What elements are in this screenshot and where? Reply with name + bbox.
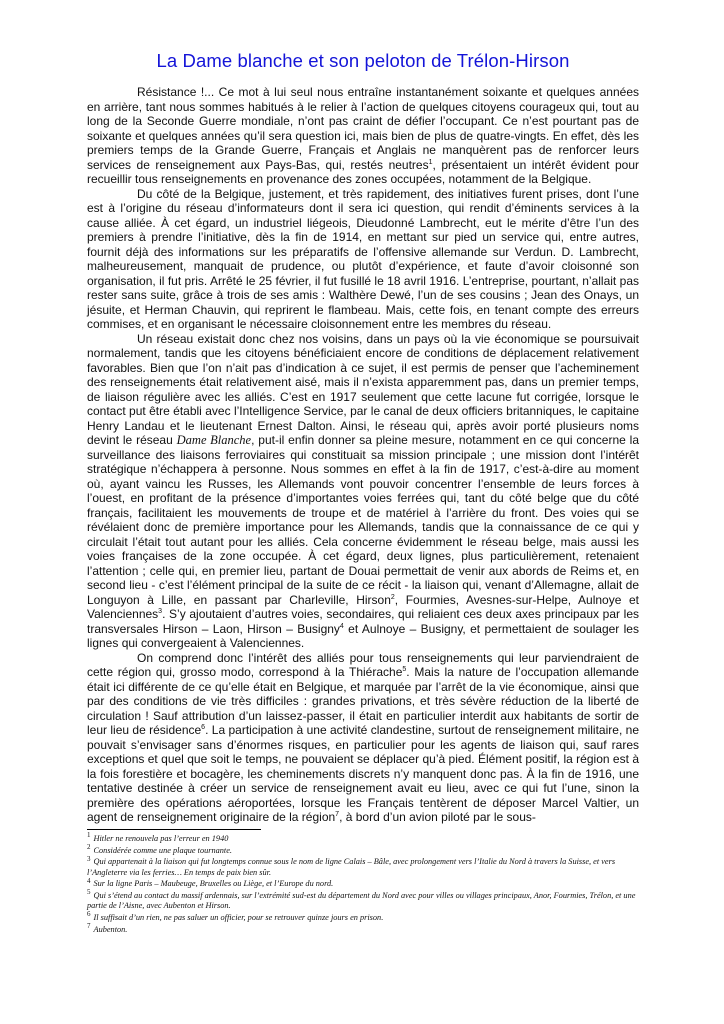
paragraph-text: , put-il enfin donner sa pleine mesure, notamment en ce qui concerne la surveillance des liaisons ferroviaires qui constituait sa mission principale ; une mission dont l’intérêt stratégique n’échappera à personne. Nous sommes en effet à la fin de 1917, c’est-à-dire au moment où, ayant vaincu les Russes, les Allemands vont pouvoir concentrer l’ensemble de leurs forces à l’ouest, en profitant de la présence d’importantes voies ferrées qui, tant du côté belge que du côté français, facilitaient les mouvements de troupe et de matériel à l’arrière du front. Des voies qui se révélaient donc de première importance pour les Allemands, tandis que la connaissance de ce qui y circulait l’était tout autant pour les alliés. Cela concerne évidemment le réseau belge, mais aussi les voies françaises de la zone occupée. À cet égard, deux lignes, plus particulièrement, retenaient l’attention ; celle qui, en premier lieu, partant de Douai permettait de venir aux abords de Reims et, en second lieu - c’est l’élément principal de la suite de ce récit - la liaison qui, venant d’Allemagne, allait de Longuyon à Lille, en passant par Charleville, Hirson (87, 433, 639, 607)
footnote-text: Considérée comme une plaque tournante. (93, 845, 232, 855)
paragraph-text: Un réseau existait donc chez nos voisins, dans un pays où la vie économique se poursuivait normalement, tandis que les citoyens bénéficiaient encore de conditions de déplacement relativement favorables. Bien que l’on n’ait pas d’indication à ce sujet, il est permis de penser que l’acheminement des renseignements était relativement aisé, mais il n’exista apparemment pas, dans un premier temps, de liaison régulière avec les alliés. C’est en 1917 seulement que cette lacune fut corrigée, lorsque le contact put être établi avec l’Intelligence Service, par le canal de deux officiers britanniques, le capitaine Henry Landau et le lieutenant Ernest Dalton. Ainsi, le réseau qui, après avoir porté plusieurs noms devint le réseau (87, 331, 639, 447)
footnote-number: 7 (87, 921, 91, 930)
paragraph-text: , à bord d’un avion piloté par le sous- (339, 810, 536, 824)
italic-text: Dame Blanche (176, 433, 252, 447)
footnote-reference: 1 (428, 158, 433, 166)
footnote-number: 5 (87, 888, 91, 897)
footnote (87, 876, 639, 889)
footnote (87, 831, 639, 844)
paragraph-text: Résistance !... Ce mot à lui seul nous entraîne instantanément soixante et quelques années en arrière, tant nous sommes habitués à le relier à l’action de quelques citoyens courageux qui, tout au long de la Seconde Guerre mondiale, n’ont pas craint de défier l’occupant. Ce n’est pourtant pas de soixante et quelques années qu’il sera question ici, mais bien de plus de quatre-vingts. En effet, dès les premiers temps de la Grande Guerre, Français et Anglais ne manquèrent pas de renforcer leurs services de renseignement aux Pays-Bas, qui, restés neutres (87, 85, 639, 172)
footnote-text: Aubenton. (93, 924, 128, 934)
document-page (87, 50, 639, 825)
footnote-reference: 2 (390, 593, 395, 601)
footnote-text: Il suffisait d’un rien, ne pas saluer un officier, pour se retrouver quinze jours en prison. (93, 912, 384, 922)
paragraph-text: , présentaient un intérêt évident pour recueillir tous renseignements en provenance des zones occupées, notamment de la Belgique. (87, 157, 639, 186)
footnote (87, 842, 639, 856)
footnote-number: 6 (87, 910, 91, 919)
footnote-reference: 4 (339, 622, 344, 630)
footnote-text: Sur la ligne Paris – Maubeuge, Bruxelles ou Liège, et l’Europe du nord. (93, 879, 334, 889)
paragraph (87, 187, 639, 332)
paragraph (87, 332, 639, 651)
footnotes (87, 831, 639, 936)
footnote-number: 3 (87, 854, 91, 863)
paragraph (87, 85, 639, 187)
paragraph-text: On comprend donc l’intérêt des alliés pour tous renseignements qui leur parviendraient de cette région qui, grosso modo, correspond à la Thiérache (87, 650, 639, 679)
footnote (87, 921, 639, 935)
document-body (87, 85, 639, 825)
footnote-separator (87, 829, 261, 830)
footnote-reference: 7 (335, 811, 340, 818)
footnote-text: Qui s’étend au contact du massif ardennais, sur l’extrémité sud-est du département du Nord avec pour villes ou villages principaux, Anor, Fourmies, Trélon, et une partie de l’Aisne, avec Aubenton et Hirson. (87, 891, 636, 911)
footnote-number: 4 (87, 876, 91, 885)
paragraph-text: . Mais la nature de l’occupation allemande était ici différente de ce qu’elle était en Belgique, et marquée par l’arrêt de la vie économique, ainsi que par des conditions de vie très difficiles : grandes privations, et très sévère réduction de la liberté de circulation ! Sauf attribution d’un laissez-passer, il était en particulier interdit aux habitants de sortir de leur lieu de résidence (87, 665, 639, 737)
footnote (87, 854, 639, 877)
footnote-text: Hitler ne renouvela pas l’erreur en 1940 (93, 834, 229, 843)
footnote-reference: 3 (158, 608, 163, 615)
footnote-number: 1 (87, 831, 91, 840)
paragraph-text: . La participation à une activité clandestine, surtout de renseignement militaire, ne pouvait s’envisager sans d’énormes risques, en particulier pour les agents de liaison qui, sauf rares exceptions et quel que soit le temps, ne pouvaient se déplacer qu’à pied. Élément positif, la région est à la fois forestière et bocagère, les cheminements discrets n’y manquent donc pas. À la fin de 1916, une tentative destinée à créer un service de renseignement avait eu lieu, avec ce qui fut l’une, sinon la première des opérations aéroportées, lorsque les Français tentèrent de déposer Marcel Valtier, un agent de renseignement originaire de la région (87, 723, 639, 824)
paragraph-text: Du côté de la Belgique, justement, et très rapidement, des initiatives furent prises, dont l’une est à l’origine du réseau d’informateurs dont il sera ici question, qui rendit d’éminents services à la cause alliée. À cet égard, un industriel liégeois, Dieudonné Lambrecht, eut le mérite d’être l’un des premiers à prendre l’initiative, dès la fin de 1914, en mettant sur pied un service qui, entre autres, fournit déjà des informations sur les préparatifs de l’offensive allemande sur Verdun. D. Lambrecht, malheureusement, manquait de prudence, ou plutôt d’expérience, et faute d’avoir cloisonné son organisation, il fut pris. Arrêté le 25 février, il fut fusillé le 18 avril 1916. L’entreprise, pourtant, n’allait pas rester sans suite, grâce à trois de ses amis : Walthère Dewé, l’un de ses cousins ; Jean des Onays, un jésuite, et Herman Chauvin, qui reprirent le flambeau. Mais, cette fois, en tenant compte des erreurs commises, et en organisant le nécessaire cloisonnement entre les membres du réseau. (87, 186, 639, 331)
footnote (87, 910, 639, 923)
footnote-text: Qui appartenait à la liaison qui fut longtemps connue sous le nom de ligne Calais – Bâle, avec prolongement vers l’Italie du Nord à travers la Suisse, et vers l’Angleterre via les ferries… En temps de paix bien sûr. (87, 857, 616, 877)
paragraph-text: et Aulnoye – Busigny, et permettaient de soulager les lignes qui convergeaient à Valenciennes. (87, 621, 639, 650)
footnote-number: 2 (87, 842, 91, 851)
footnote-reference: 5 (402, 666, 407, 673)
paragraph-text: . S’y ajoutaient d’autres voies, secondaires, qui reliaient ces deux axes principaux par les transversales Hirson – Laon, Hirson – Busigny (87, 607, 639, 636)
paragraph (87, 651, 639, 825)
paragraph-text: , Fourmies, Avesnes-sur-Helpe, Aulnoye et Valenciennes (87, 592, 639, 621)
document-title: La Dame blanche et son peloton de Trélon-Hirson (156, 50, 570, 71)
footnote-reference: 6 (201, 724, 206, 731)
footnote (87, 888, 639, 911)
